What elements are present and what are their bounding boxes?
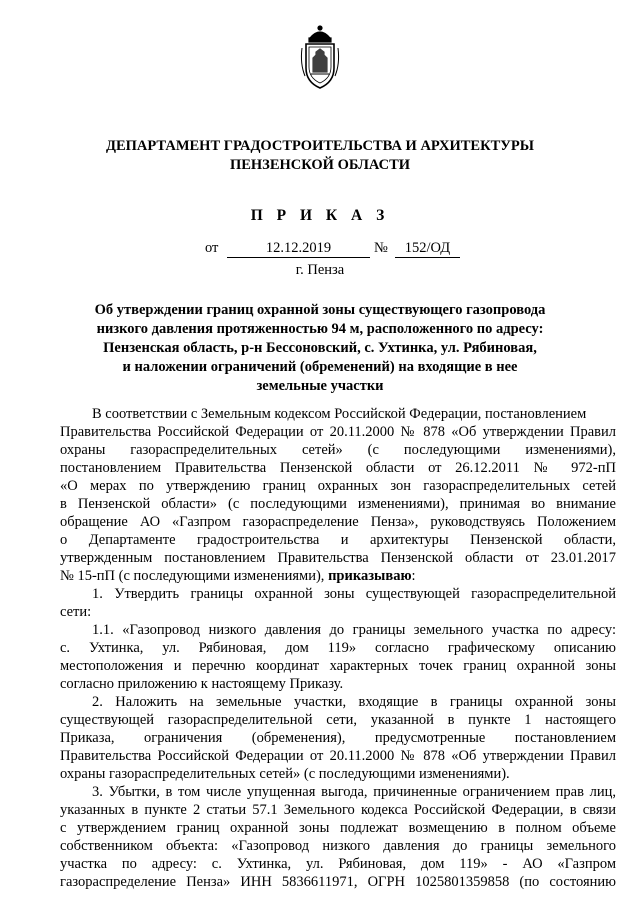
department-line-2: ПЕНЗЕНСКОЙ ОБЛАСТИ xyxy=(229,157,411,173)
prikazyvayu-word: приказываю xyxy=(328,568,412,584)
body-line: с. Ухтинка, ул. Рябиновая, дом 119» согласно графическому описанию xyxy=(60,640,616,656)
body-line: постановлением Правительства Пензенской области от 26.12.2011 № 972-пП xyxy=(60,460,616,476)
body-line: Правительства Российской Федерации от 20.11.2000 № 878 «Об утверждении Правил xyxy=(60,748,616,764)
body-line: охраны газораспределительных сетей» (с последующими изменениями), xyxy=(60,442,616,458)
body-line: Приказа, ограничения (обременения), предусмотренные постановлением xyxy=(60,730,616,746)
body-line: «О мерах по утверждению границ охранных зон газораспределительных сетей xyxy=(60,478,616,494)
body-line: 2. Наложить на земельные участки, входящие в границы охранной зоны xyxy=(92,694,616,710)
department-line-1: ДЕПАРТАМЕНТ ГРАДОСТРОИТЕЛЬСТВА И АРХИТЕКТУРЫ xyxy=(105,138,535,154)
body-line: участка по адресу: с. Ухтинка, ул. Рябиновая, дом 119» - АО «Газпром xyxy=(60,856,616,872)
body-line: В соответствии с Земельным кодексом Российской Федерации, постановлением xyxy=(92,406,587,422)
order-date-number xyxy=(0,240,640,260)
subject-line: земельные участки xyxy=(256,378,384,394)
body-line: местоположения и перечню координат характерных точек границ охранной зоны xyxy=(60,658,616,674)
order-date: 12.12.2019 xyxy=(227,240,370,258)
body-line: указанных в пункте 2 статьи 57.1 Земельного кодекса Российской Федерации, в связи xyxy=(60,802,616,818)
body-line: о Департаменте градостроительства и архитектуры Пензенской области, xyxy=(60,532,616,548)
body-line: существующей газораспределительной сети, указанной в пункте 1 настоящего xyxy=(60,712,616,728)
body-line: обращение АО «Газпром газораспределение Пенза», руководствуясь Положением xyxy=(60,514,616,530)
body-line: согласно приложению к настоящему Приказу. xyxy=(60,676,344,692)
body-line: 1.1. «Газопровод низкого давления до границы земельного участка по адресу: xyxy=(92,622,616,638)
order-number: 152/ОД xyxy=(395,240,460,258)
body-line: сети: xyxy=(60,604,92,620)
order-title: П Р И К А З xyxy=(250,207,390,224)
subject-line: и наложении ограничений (обременений) на входящие в нее xyxy=(122,359,518,375)
colon: : xyxy=(411,568,416,584)
body-line: Правительства Российской Федерации от 20.11.2000 № 878 «Об утверждении Правил xyxy=(60,424,616,440)
body-line: в Пензенской области» (с последующими изменениями), принимая во внимание xyxy=(60,496,616,512)
body-line xyxy=(60,568,616,585)
body-line: 1. Утвердить границы охранной зоны существующей газораспределительной xyxy=(92,586,616,602)
coat-of-arms-emblem xyxy=(299,24,341,92)
department-name xyxy=(0,137,640,175)
subject-line: Об утверждении границ охранной зоны существующего газопровода xyxy=(94,302,546,318)
body-line: газораспределение Пенза» ИНН 5836611971, ОГРН 1025801359858 (по состоянию xyxy=(60,874,616,890)
date-prefix: от xyxy=(205,240,219,256)
body-line: с утверждением границ охранной зоны подлежат возмещению в полном объеме xyxy=(60,820,616,836)
subject-line: низкого давления протяженностью 94 м, расположенного по адресу: xyxy=(96,321,544,337)
body-line: 3. Убытки, в том числе упущенная выгода, причиненные ограничением прав лиц, xyxy=(92,784,616,800)
body-line-text: № 15-пП (с последующими изменениями), xyxy=(60,568,329,584)
body-line: собственником объекта: «Газопровод низкого давления до границы земельного xyxy=(60,838,616,854)
body-line: охраны газораспределительных сетей» (с последующими изменениями). xyxy=(60,766,510,782)
order-city: г. Пенза xyxy=(295,262,345,278)
number-prefix: № xyxy=(374,240,388,256)
subject-line: Пензенская область, р-н Бессоновский, с. Ухтинка, ул. Рябиновая, xyxy=(103,340,537,356)
body-line: утвержденным постановлением Правительства Пензенской области от 23.01.2017 xyxy=(60,550,616,566)
order-subject xyxy=(0,301,640,396)
